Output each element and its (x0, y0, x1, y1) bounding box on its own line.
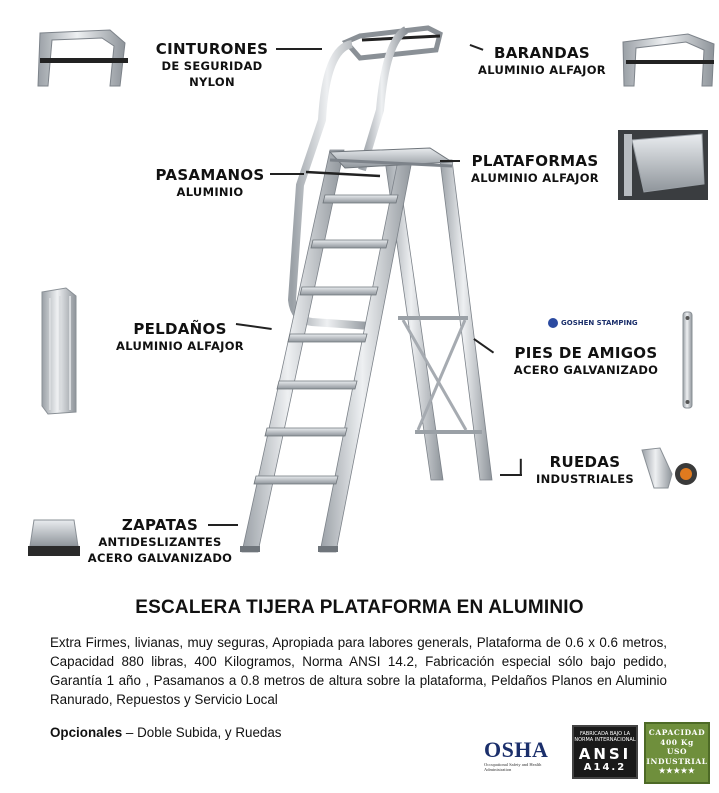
cap-line: CAPACIDAD (648, 728, 706, 737)
cap-stars: ★★★★★ (658, 766, 696, 775)
product-description: Extra Firmes, livianas, muy seguras, Apropiada para labores generals, Plataforma de 0.6 x 0.6 metros, Capacidad 880 libras, 400 Kilogramos, Norma ANSI 14.2, Fabricación especial sólo bajo pedido, Garantía 1 año , Pasamanos a 0.8 metros de altura sobre la plataforma, Peldaños Planos en Aluminio Ranurado, Repuestos y Servicio Local (50, 635, 667, 707)
ansi-word: ANSI (578, 745, 632, 763)
page-title: ESCALERA TIJERA PLATAFORMA EN ALUMINIO (135, 597, 584, 618)
callout-plataformas (460, 152, 610, 186)
callout-title: PELDAÑOS (133, 320, 227, 338)
guardrail-thumbnail (618, 30, 718, 88)
spreader-bar-thumbnail (678, 310, 698, 410)
osha-wordmark: OSHA (484, 737, 549, 762)
callout-title: PASAMANOS (155, 166, 265, 184)
step-thumbnail (40, 286, 80, 416)
cinturones-leader (276, 48, 322, 50)
callout-sub: ALUMINIO ALFAJOR (116, 339, 244, 353)
callout-title: BARANDAS (493, 44, 591, 62)
callout-title: PLATAFORMAS (471, 152, 599, 170)
pasamanos-leader (270, 173, 304, 175)
callout-sub: ALUMINIO (176, 185, 244, 199)
callout-sub: ANTIDESLIZANTES (98, 535, 222, 549)
callout-pasamanos (150, 166, 270, 200)
ansi-number: A14.2 (583, 762, 627, 773)
callout-sub: ACERO GALVANIZADO (87, 551, 233, 565)
goshen-logo (548, 318, 638, 328)
callout-barandas (470, 44, 614, 78)
callout-sub: NYLON (189, 75, 235, 89)
callout-title: CINTURONES (155, 40, 269, 58)
callout-peldanos (104, 320, 256, 354)
cap-line: INDUSTRIAL (646, 756, 708, 766)
wheel-thumbnail (638, 444, 700, 492)
shoe-thumbnail (26, 516, 82, 560)
ansi-caption: FABRICADA BAJO LA NORMA INTERNACIONAL (574, 731, 636, 743)
callout-ruedas (526, 453, 644, 487)
callout-sub: ALUMINIO ALFAJOR (478, 63, 606, 77)
platform-thumbnail (618, 130, 708, 200)
callout-sub: ACERO GALVANIZADO (513, 363, 659, 377)
ruedas-tick (520, 459, 522, 475)
callout-sub: INDUSTRIALES (535, 472, 634, 486)
ansi-badge (572, 725, 638, 779)
callout-sub: ALUMINIO ALFAJOR (471, 171, 599, 185)
callout-title: ZAPATAS (121, 516, 199, 534)
optional-text: – Doble Subida, y Ruedas (122, 725, 282, 740)
optional-label: Opcionales (50, 725, 123, 740)
cap-line: 400 Kg (660, 737, 694, 747)
osha-subtitle: Occupational Safety and Health Administration (484, 762, 542, 772)
callout-title: RUEDAS (549, 453, 621, 471)
callout-cinturones (148, 40, 276, 90)
belt-thumbnail (30, 28, 130, 88)
callout-title: PIES DE AMIGOS (514, 344, 658, 362)
osha-logo (484, 738, 562, 776)
goshen-text: GOSHEN STAMPING (561, 319, 638, 327)
callout-zapatas (78, 516, 242, 566)
optional-line (50, 725, 282, 740)
capacity-badge (644, 722, 710, 784)
cap-line: USO (666, 747, 688, 756)
plataformas-leader (440, 160, 460, 162)
callout-pies (506, 344, 666, 378)
ruedas-leader (500, 474, 522, 476)
callout-sub: DE SEGURIDAD (161, 59, 263, 73)
goshen-icon (548, 318, 558, 328)
